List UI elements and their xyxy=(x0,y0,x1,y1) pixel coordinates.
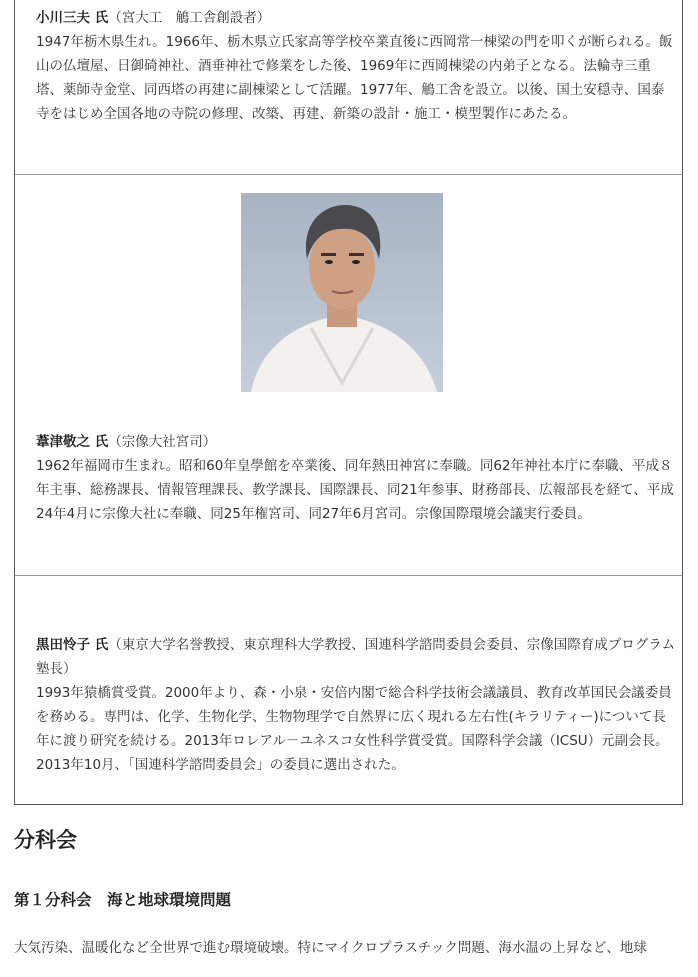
lead-paragraph: 大気汚染、温暖化など全世界で進む環境破壊。特にマイクロプラスチック問題、海水温の上昇など、地球 xyxy=(14,940,647,956)
profile-card-kuroda xyxy=(14,576,683,805)
profile-text xyxy=(36,633,676,777)
profile-name: 葦津敬之 氏 xyxy=(36,434,109,450)
profile-bio: 1993年猿橋賞受賞。2000年より、森・小泉・安倍内閣で総合科学技術会議議員、教育改革国民会議委員を務める。専門は、化学、生物化学、生物物理学で自然界に広く現れる左右性(キラリティー)について長年に渡り研究を続ける。2013年ロレアル－ユネスコ女性科学賞受賞。国際科学会議（ICSU）元副会長。2013年10月、「国連科学諮問委員会」の委員に選出された。 xyxy=(36,685,672,773)
profile-text xyxy=(36,6,676,126)
profile-card-ashizu xyxy=(14,175,683,576)
profile-role: （東京大学名誉教授、東京理科大学教授、国連科学諮問委員会委員、宗像国際育成プログラム塾長） xyxy=(36,637,676,677)
profile-card-ogawa xyxy=(14,0,683,175)
section-title: 分科会 xyxy=(14,828,77,852)
profile-role: （宗像大社宮司） xyxy=(108,434,217,450)
profile-bio: 1962年福岡市生まれ。昭和60年皇學館を卒業後、同年熱田神宮に奉職。同62年神社本庁に奉職、平成８年主事、総務課長、情報管理課長、教学課長、国際課長、同21年参事、財務部長、広報部長を経て、平成24年4月に宗像大社に奉職、同25年権宮司、同27年6月宮司。宗像国際環境会議実行委員。 xyxy=(36,458,674,522)
profile-name: 黒田怜子 氏 xyxy=(36,637,109,653)
profile-name: 小川三夫 氏 xyxy=(36,10,109,26)
profile-role: （宮大工 鵤工舎創設者） xyxy=(108,10,271,26)
portrait-photo xyxy=(241,193,443,392)
profile-text xyxy=(36,430,676,526)
subsection-title: 第１分科会 海と地球環境問題 xyxy=(14,891,232,909)
profile-bio: 1947年栃木県生れ。1966年、栃木県立氏家高等学校卒業直後に西岡常一棟梁の門を叩くが断られる。飯山の仏壇屋、日御碕神社、酒垂神社で修業をした後、1969年に西岡棟梁の内弟子となる。法輪寺三重塔、薬師寺金堂、同西塔の再建に副棟梁として活躍。1977年、鵤工舎を設立。以後、国土安穏寺、国泰寺をはじめ全国各地の寺院の修理、改築、再建、新築の設計・施工・模型製作にあたる。 xyxy=(36,34,673,122)
